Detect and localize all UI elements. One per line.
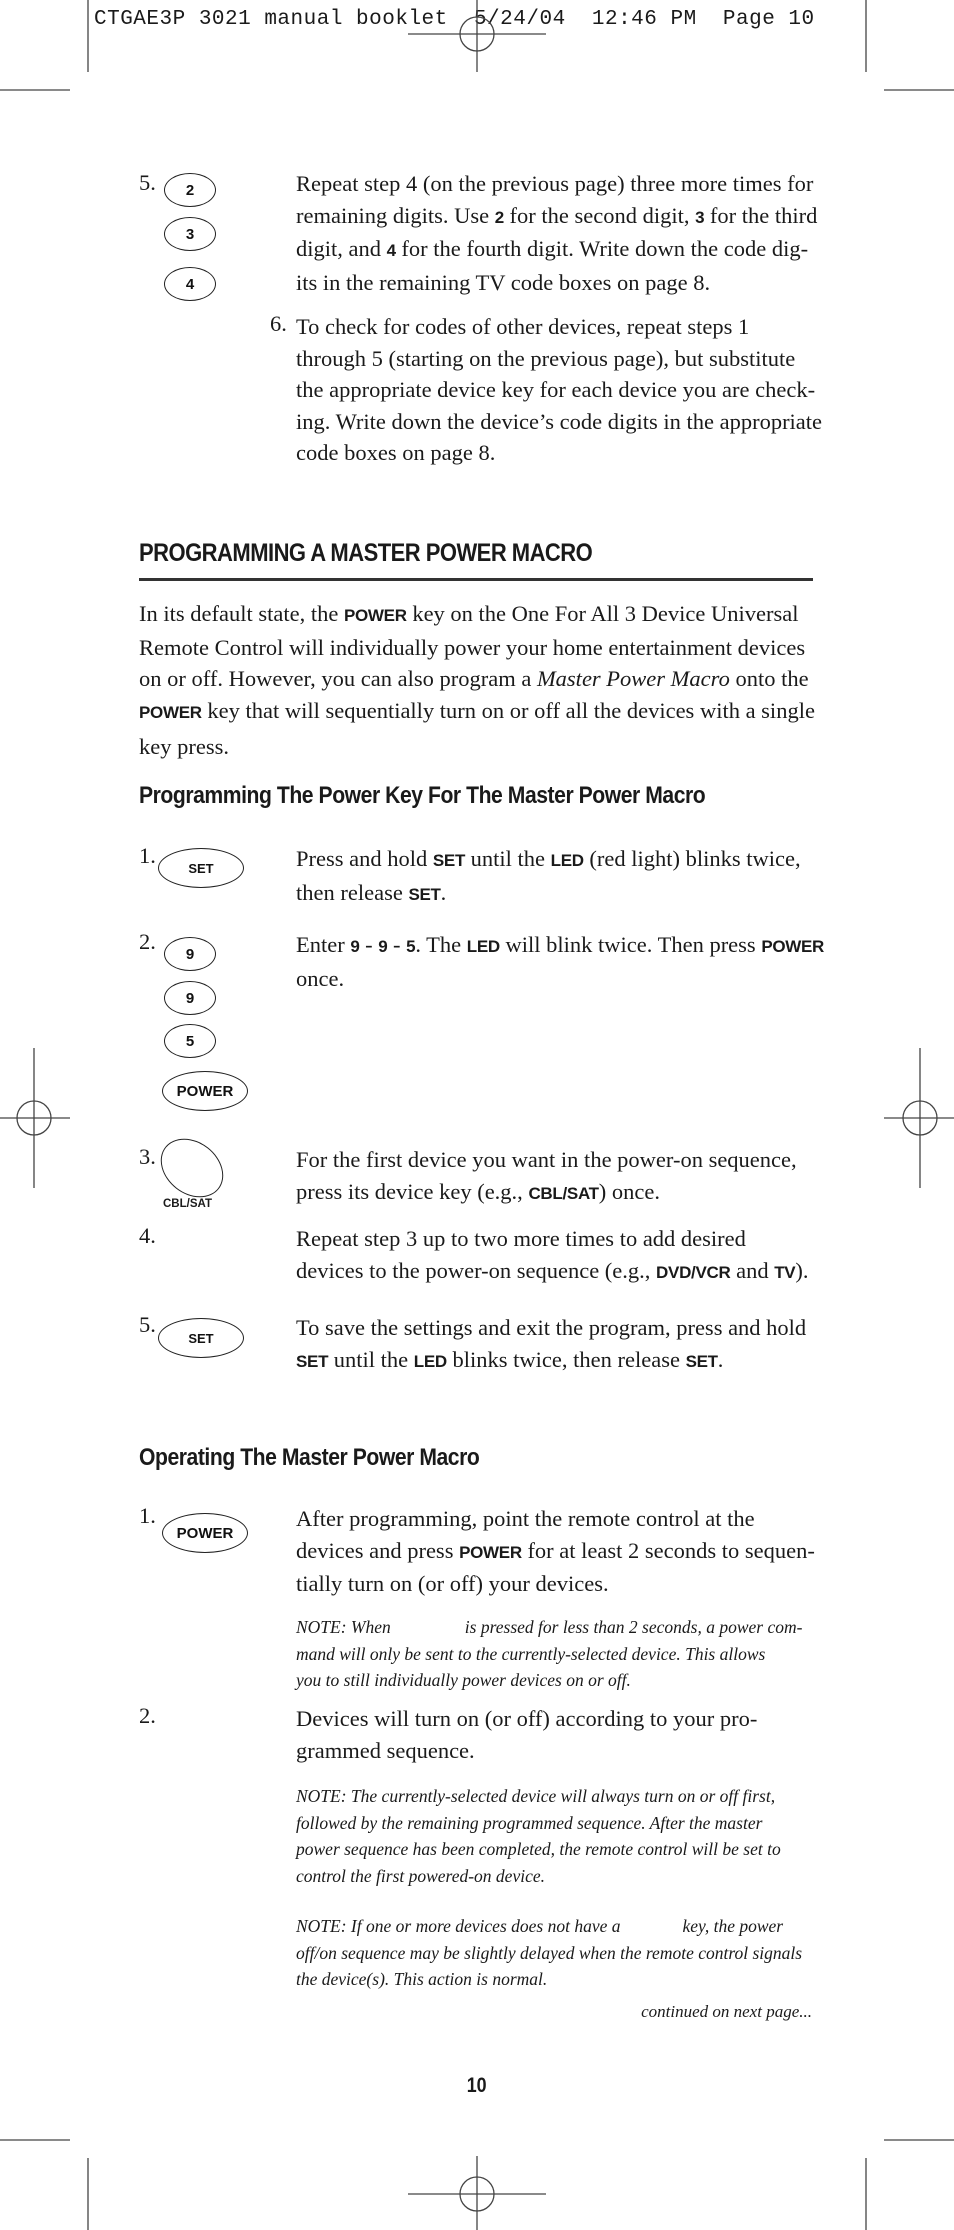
- print-slug-header: CTGAE3P 3021 manual booklet 5/24/04 12:46 PM Page 10: [94, 8, 815, 31]
- step-number: 1.: [139, 843, 156, 868]
- oper-step1-note: NOTE: When is pressed for less than 2 seconds, a power com- mand will only be sent to the currently-selected device. This allows you to still individually power devices on or off.: [296, 1617, 803, 1690]
- subsection-heading: Operating The Master Power Macro: [139, 1444, 480, 1471]
- remote-key-4: 4: [164, 267, 216, 301]
- step-number: 5.: [139, 170, 156, 195]
- step-number: 5.: [139, 1312, 156, 1337]
- continued-note: continued on next page...: [641, 2002, 812, 2021]
- oper-step2-note: NOTE: The currently-selected device will always turn on or off first, followed by the remaining programmed sequence. After the master power sequence has been completed, the remote control will be set to control the first powered-on device.: [296, 1786, 781, 1886]
- prog-step1-text: Press and hold SET until the LED (red light) blinks twice, then release SET.: [296, 846, 801, 905]
- step6-text: To check for codes of other devices, repeat steps 1 through 5 (starting on the previous page), but substitute the appropriate device key for each device you are check- ing. Write down the device’s code digits in the appropriate code boxes on page 8.: [296, 314, 823, 465]
- remote-key-set: SET: [158, 848, 244, 888]
- remote-key-5: 5: [164, 1024, 216, 1058]
- prog-step2-text: Enter 9 - 9 - 5. The LED will blink twice. Then press POWER once.: [296, 932, 825, 991]
- oper-step2-note-2: NOTE: If one or more devices does not have a key, the power off/on sequence may be slightly delayed when the remote control signals the device(s). This action is normal.: [296, 1916, 803, 1989]
- intro-paragraph: In its default state, the POWER key on the One For All 3 Device Universal Remote Control will individually power your home entertainment devices on or off. However, you can also program a Master Power Macro onto the POWER key that will sequentially turn on or off all the devices with a single key press.: [139, 601, 815, 759]
- step-number: 3.: [139, 1144, 156, 1169]
- step5-text: Repeat step 4 (on the previous page) three more times for remaining digits. Use 2 for the second digit, 3 for the third digit, and 4 for the fourth digit. Write down the code dig- its in the remaining TV code boxes on page 8.: [296, 171, 818, 295]
- heading-rule: [139, 578, 813, 581]
- prog-step5-text: To save the settings and exit the program, press and hold SET until the LED blinks twice, then release SET.: [296, 1315, 807, 1372]
- remote-key-set: SET: [158, 1318, 244, 1358]
- section-heading: PROGRAMMING A MASTER POWER MACRO: [139, 539, 593, 567]
- cbl-sat-key-label: CBL/SAT: [163, 1198, 212, 1210]
- remote-key-power: POWER: [162, 1513, 248, 1553]
- step-number: 6.: [270, 311, 287, 336]
- oper-step1-text: After programming, point the remote control at the devices and press POWER for at least 2 seconds to sequen- tially turn on (or off) your devices.: [296, 1506, 815, 1596]
- remote-key-3: 3: [164, 217, 216, 251]
- remote-key-9: 9: [164, 981, 216, 1015]
- remote-key-2: 2: [164, 173, 216, 207]
- subsection-heading: Programming The Power Key For The Master Power Macro: [139, 782, 706, 809]
- remote-key-9: 9: [164, 937, 216, 971]
- step-number: 1.: [139, 1503, 156, 1528]
- step-number: 2.: [139, 929, 156, 954]
- step-number: 4.: [139, 1223, 156, 1248]
- prog-step3-text: For the first device you want in the power-on sequence, press its device key (e.g., CBL/SAT) once.: [296, 1147, 797, 1204]
- page-number: 10: [466, 2074, 487, 2097]
- prog-step4-text: Repeat step 3 up to two more times to add desired devices to the power-on sequence (e.g., DVD/VCR and TV).: [296, 1226, 809, 1283]
- oper-step2-text: Devices will turn on (or off) according to your pro- grammed sequence.: [296, 1706, 758, 1763]
- step-number: 2.: [139, 1703, 156, 1728]
- remote-key-power: POWER: [162, 1071, 248, 1111]
